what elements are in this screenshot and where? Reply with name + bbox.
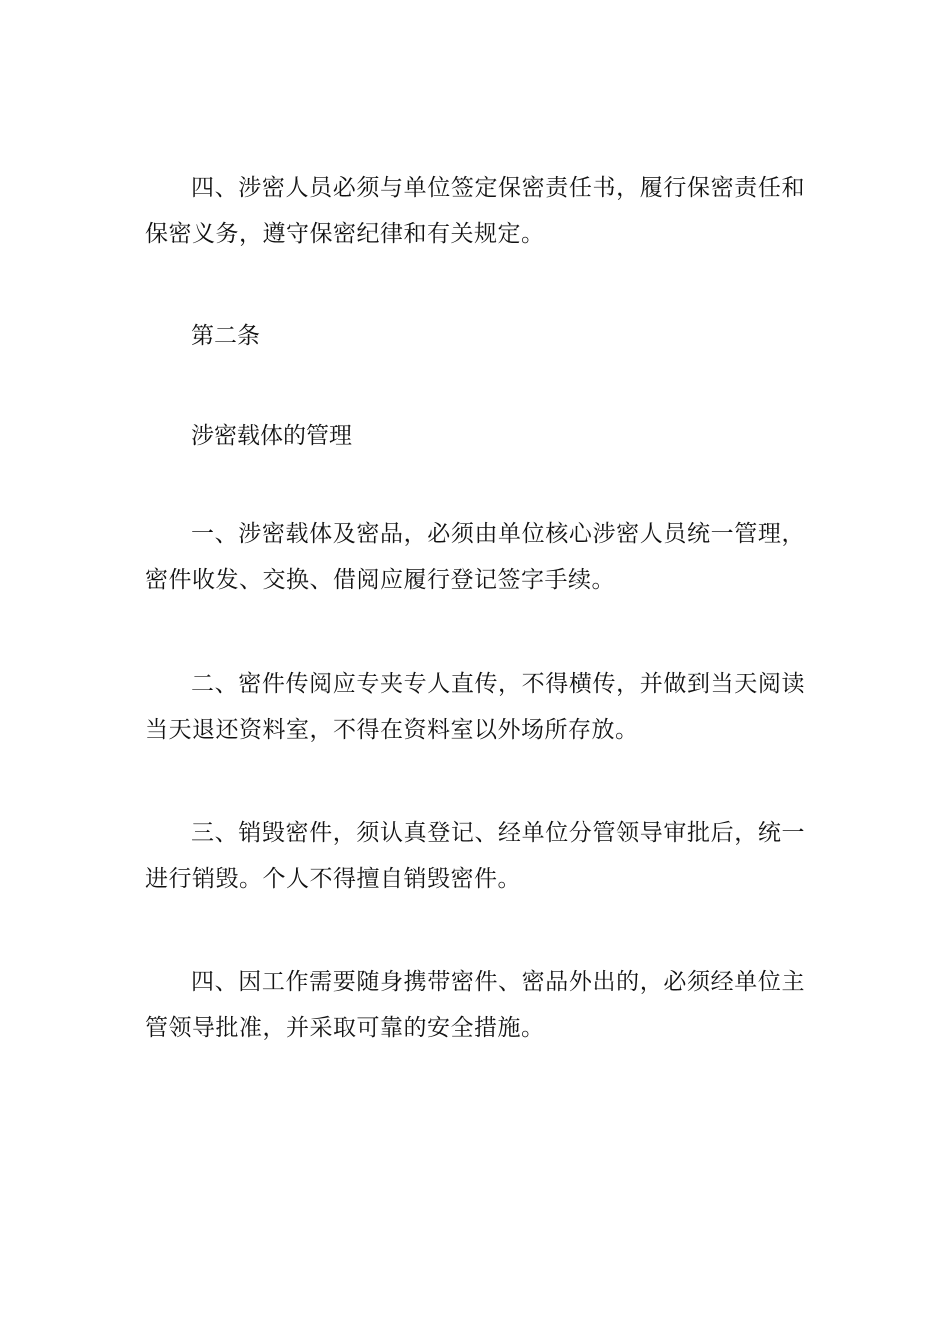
article-heading: 第二条: [191, 323, 260, 349]
paragraph-carrier-management: 一、涉密载体及密品，必须由单位核心涉密人员统一管理，密件收发、交换、借阅应履行登记签字手续。: [145, 521, 805, 593]
paragraph-document-destruction: 三、销毁密件，须认真登记、经单位分管领导审批后，统一进行销毁。个人不得擅自销毁密件。: [145, 820, 805, 892]
paragraph-carrying-outside: 四、因工作需要随身携带密件、密品外出的，必须经单位主管领导批准，并采取可靠的安全措施。: [145, 969, 805, 1041]
paragraph-confidentiality-agreement: 四、涉密人员必须与单位签定保密责任书，履行保密责任和保密义务，遵守保密纪律和有关规定。: [145, 175, 805, 247]
paragraph-document-circulation: 二、密件传阅应专夹专人直传，不得横传，并做到当天阅读当天退还资料室，不得在资料室以外场所存放。: [145, 671, 805, 743]
section-title: 涉密载体的管理: [191, 423, 352, 449]
